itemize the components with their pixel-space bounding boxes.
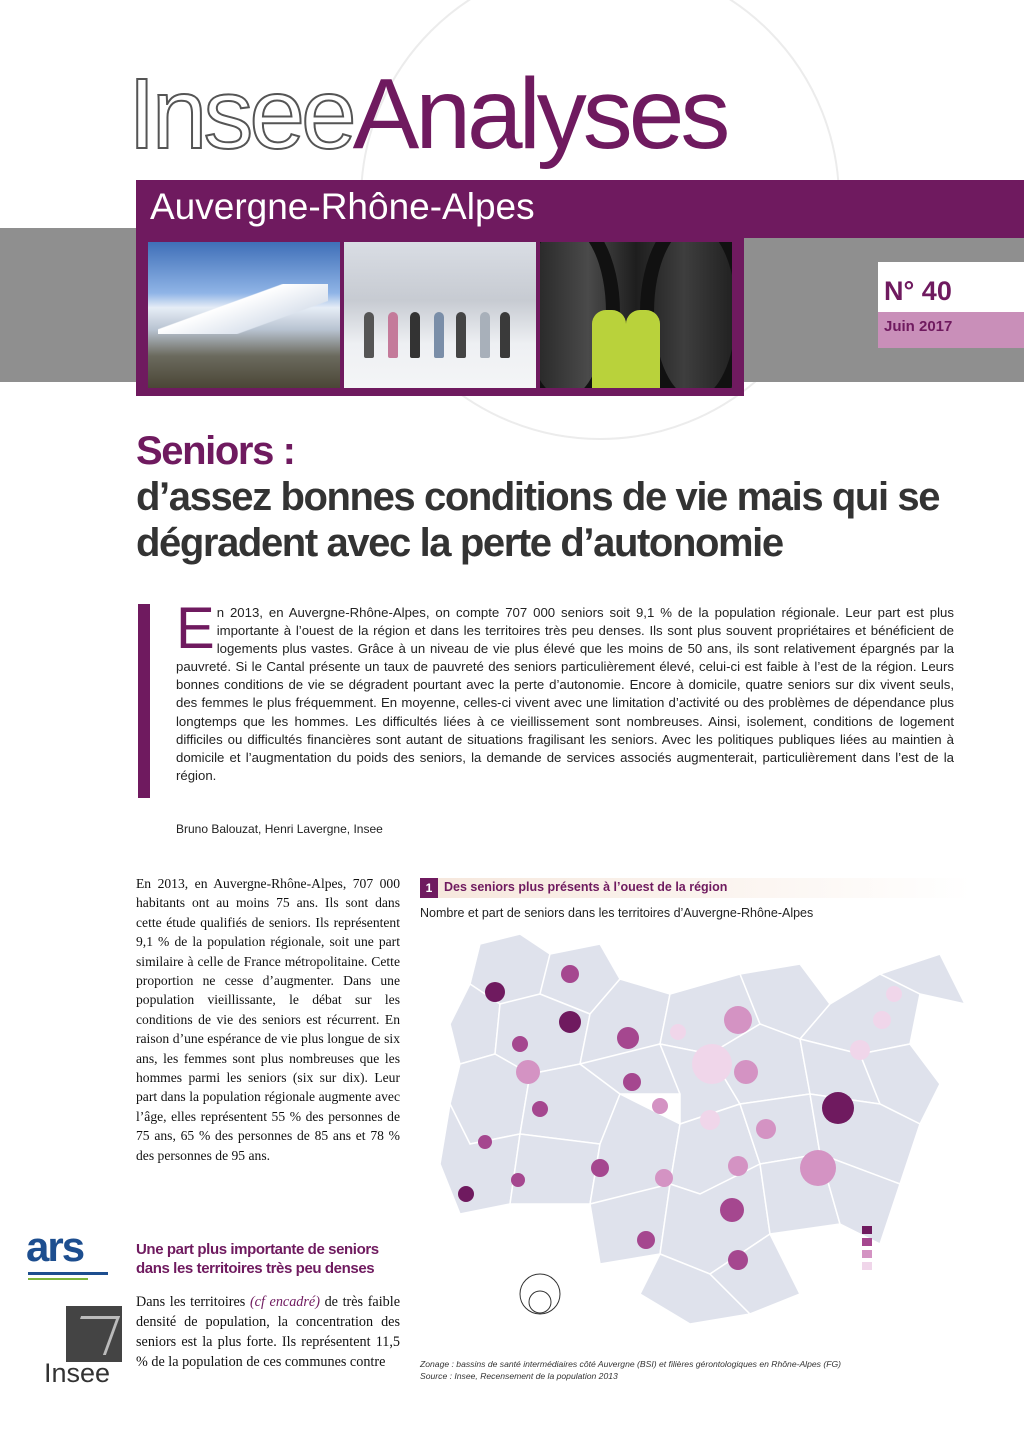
senior-circle xyxy=(637,1231,655,1249)
key-circle-large xyxy=(520,1274,560,1314)
intro-paragraph xyxy=(176,596,954,785)
issue-number: N° 40 xyxy=(884,276,952,306)
senior-circle xyxy=(512,1036,528,1052)
section-subheading: Une part plus importante de seniors dans les territoires très peu denses xyxy=(136,1241,379,1277)
senior-circle xyxy=(728,1156,748,1176)
senior-circle xyxy=(485,982,505,1002)
body2-text-a: Dans les territoires xyxy=(136,1294,250,1310)
insee-logo-text: Insee xyxy=(44,1358,111,1388)
body-paragraph-1: En 2013, en Auvergne-Rhône-Alpes, 707 000 habitants ont au moins 75 ans. Ils sont dans cette étude qualifiés de seniors. Ils représentent 9,1 % de la population régionale, soit une part similaire à celle de France métropolitaine. Cette proportion ne cesse d’augmenter. Dans une population vieillissante, le débat sur les conditions de vie des seniors est récurrent. En raison d’une espérance de vie plus longue de six ans, les femmes sont plus nombreuses que les hommes parmi les seniors (six sur dix). Leur part dans la population régionale augmente avec l’âge, elles représentent 55 % des personnes de 75 ans, 65 % des personnes de 85 ans et 78 % des personnes de 95 ans. xyxy=(136,876,400,1163)
figure-subtitle: Nombre et part de seniors dans les territoires d’Auvergne-Rhône-Alpes xyxy=(420,906,814,920)
senior-circle xyxy=(700,1110,720,1130)
logo-insee: Insee xyxy=(128,58,353,170)
senior-circle xyxy=(822,1092,854,1124)
senior-circle xyxy=(886,986,902,1002)
senior-circle xyxy=(756,1119,776,1139)
senior-circle xyxy=(532,1101,548,1117)
senior-circle xyxy=(511,1173,525,1187)
logo-analyses: Analyses xyxy=(352,58,727,170)
senior-circle xyxy=(655,1169,673,1187)
tires-photo xyxy=(540,242,732,388)
figure-title: Des seniors plus présents à l’ouest de la région xyxy=(444,880,728,894)
legend-swatch xyxy=(862,1226,872,1234)
intro-text: n 2013, en Auvergne-Rhône-Alpes, on compte 707 000 seniors soit 9,1 % de la population régionale. Leur part est plus importante à l’ouest de la région et dans les territoires très peu denses. Ils sont plus souvent propriétaires et bénéficient de logements plus vastes. Grâce à un niveau de vie plus élevé que les moins de 50 ans, ils sont relativement épargnés par la pauvreté. Si le Cantal présente un taux de pauvreté des seniors particulièrement élevé, celui-ci est faible à l’est de la région. Leurs bonnes conditions de vie se dégradent pourtant avec la perte d’autonomie. Encore à domicile, quatre seniors sur dix vivent seuls, des femmes le plus fréquemment. En moyenne, celles-ci vivent avec une limitation d’activité ou des problèmes de dépendance plus longtemps que les hommes. Les difficultés liées à ce vieillissement sont nombreuses. Ainsi, isolement, conditions de logement difficiles ou difficultés financières sont autant de situations fragilisant les seniors. Avec les politiques publiques liées au maintien à domicile et l’augmentation du poids des seniors, la demande de services associés augmenterait, particulièrement dans l’est de la région. xyxy=(176,605,954,783)
zonage-note: Zonage : bassins de santé intermédiaires côté Auvergne (BSI) et filières gérontologiques en Rhône-Alpes (FG) xyxy=(420,1359,841,1369)
proportional-circle-key xyxy=(520,1274,560,1314)
ars-logo xyxy=(26,1223,126,1288)
map-territory xyxy=(510,1134,600,1204)
ars-logo-rule-2 xyxy=(28,1278,88,1280)
senior-circle xyxy=(728,1250,748,1270)
senior-circle xyxy=(670,1024,686,1040)
mountain-photo xyxy=(148,242,340,388)
ars-logo-text: ars xyxy=(26,1223,84,1270)
senior-circle xyxy=(720,1198,744,1222)
region-name: Auvergne-Rhône-Alpes xyxy=(150,186,535,227)
map-legend xyxy=(862,1226,872,1270)
ars-logo-rule xyxy=(28,1272,108,1275)
senior-circle xyxy=(559,1011,581,1033)
senior-circle xyxy=(724,1006,752,1034)
senior-circle xyxy=(561,965,579,983)
senior-circle xyxy=(692,1044,732,1084)
encadre-reference: (cf encadré) xyxy=(249,1294,320,1310)
title-line-1: d’assez bonnes conditions de vie mais qui se xyxy=(136,475,940,519)
figure-notes xyxy=(420,1358,980,1382)
senior-circle xyxy=(516,1060,540,1084)
senior-circle xyxy=(873,1011,891,1029)
legend-swatch xyxy=(862,1250,872,1258)
intro-accent-bar xyxy=(138,604,150,798)
senior-circle xyxy=(623,1073,641,1091)
header-photo-strip xyxy=(136,238,744,396)
source-note: Source : Insee, Recensement de la population 2013 xyxy=(420,1371,618,1381)
masthead-logo xyxy=(128,58,727,170)
body2-text-b: de très faible densité de population, la concentration des seniors est la plus forte. Ils représentent 11,5 % de la population de ces communes contre xyxy=(136,1294,400,1370)
authors: Bruno Balouzat, Henri Lavergne, Insee xyxy=(176,822,383,836)
key-circle-small xyxy=(529,1291,551,1313)
senior-circle xyxy=(850,1040,870,1060)
title-line-2: dégradent avec la perte d’autonomie xyxy=(136,521,783,565)
insee-logo-icon xyxy=(66,1306,122,1362)
senior-circle xyxy=(617,1027,639,1049)
senior-circle xyxy=(458,1186,474,1202)
legend-swatch xyxy=(862,1262,872,1270)
drop-cap: E xyxy=(176,596,215,661)
issue-date: Juin 2017 xyxy=(884,318,953,335)
title-kicker: Seniors : xyxy=(136,429,295,473)
figure-number: 1 xyxy=(420,878,438,898)
legend-swatch xyxy=(862,1238,872,1246)
people-photo xyxy=(344,242,536,388)
senior-circle xyxy=(591,1159,609,1177)
region-map xyxy=(420,924,980,1344)
senior-circle xyxy=(652,1098,668,1114)
article-title xyxy=(136,428,939,566)
body-paragraph-2 xyxy=(136,1292,400,1372)
senior-circle xyxy=(734,1060,758,1084)
senior-circle xyxy=(800,1150,836,1186)
senior-circle xyxy=(478,1135,492,1149)
